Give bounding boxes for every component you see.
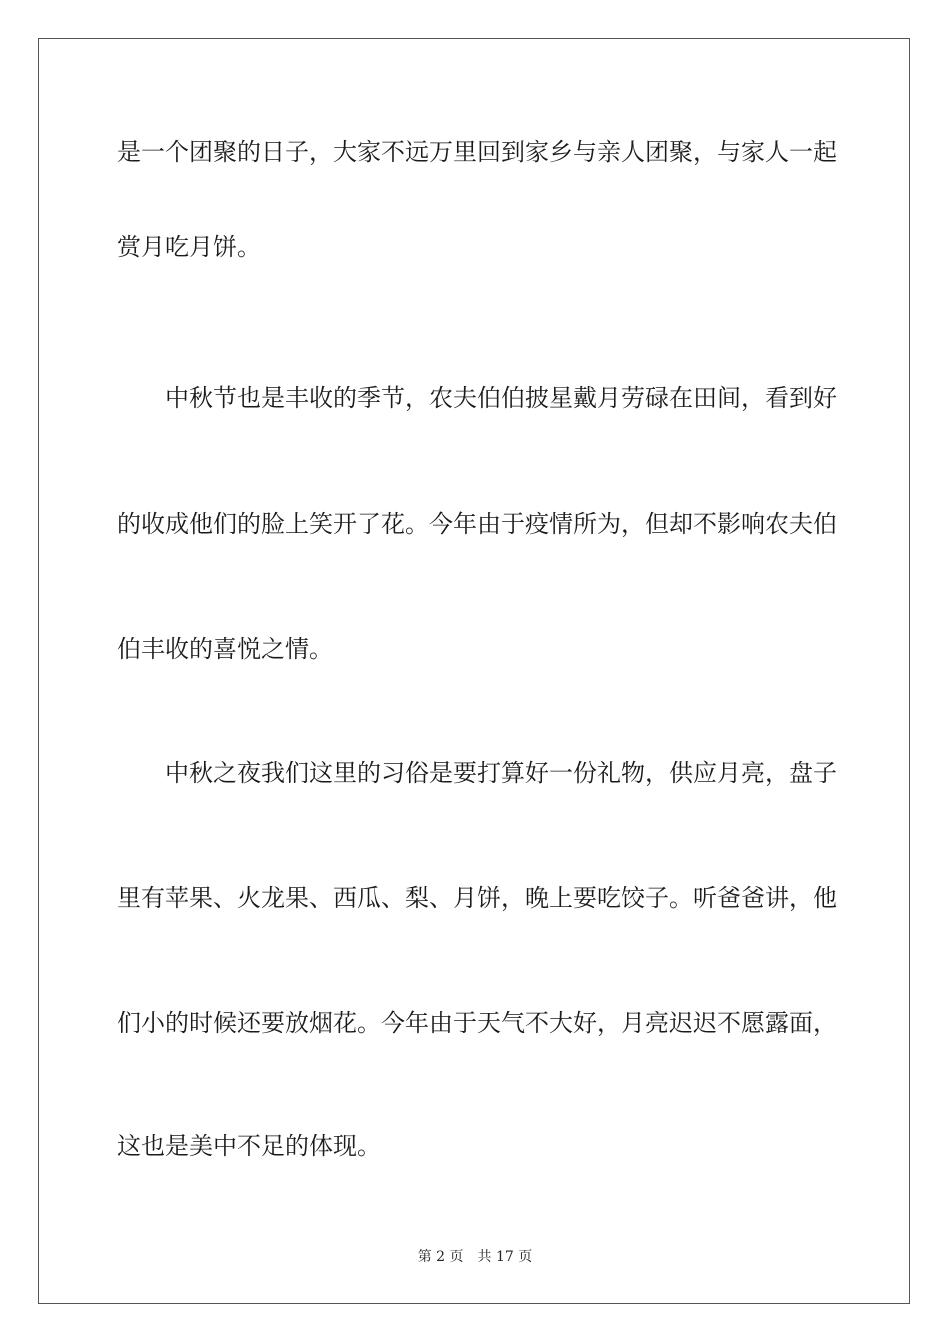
paragraph-line-5: 伯丰收的喜悦之情。 — [117, 635, 333, 663]
paragraph-line-1: 是一个团聚的日子，大家不远万里回到家乡与亲人团聚，与家人一起 — [117, 138, 837, 166]
paragraph-line-7: 里有苹果、火龙果、西瓜、梨、月饼，晚上要吃饺子。听爸爸讲，他 — [117, 884, 837, 912]
paragraph-line-2: 赏月吃月饼。 — [117, 233, 261, 261]
paragraph-line-6: 中秋之夜我们这里的习俗是要打算好一份礼物，供应月亮，盘子 — [165, 759, 837, 787]
page-border — [38, 38, 910, 1304]
page-total: 共 17 页 — [477, 1249, 533, 1265]
paragraph-line-3: 中秋节也是丰收的季节，农夫伯伯披星戴月劳碌在田间，看到好 — [165, 384, 837, 412]
paragraph-line-9: 这也是美中不足的体现。 — [117, 1132, 381, 1160]
page-number: 第 2 页 — [417, 1249, 464, 1265]
page-footer — [0, 1248, 950, 1266]
paragraph-line-4: 的收成他们的脸上笑开了花。今年由于疫情所为，但却不影响农夫伯 — [117, 510, 837, 538]
paragraph-line-8: 们小的时候还要放烟花。今年由于天气不大好，月亮迟迟不愿露面， — [117, 1009, 837, 1037]
